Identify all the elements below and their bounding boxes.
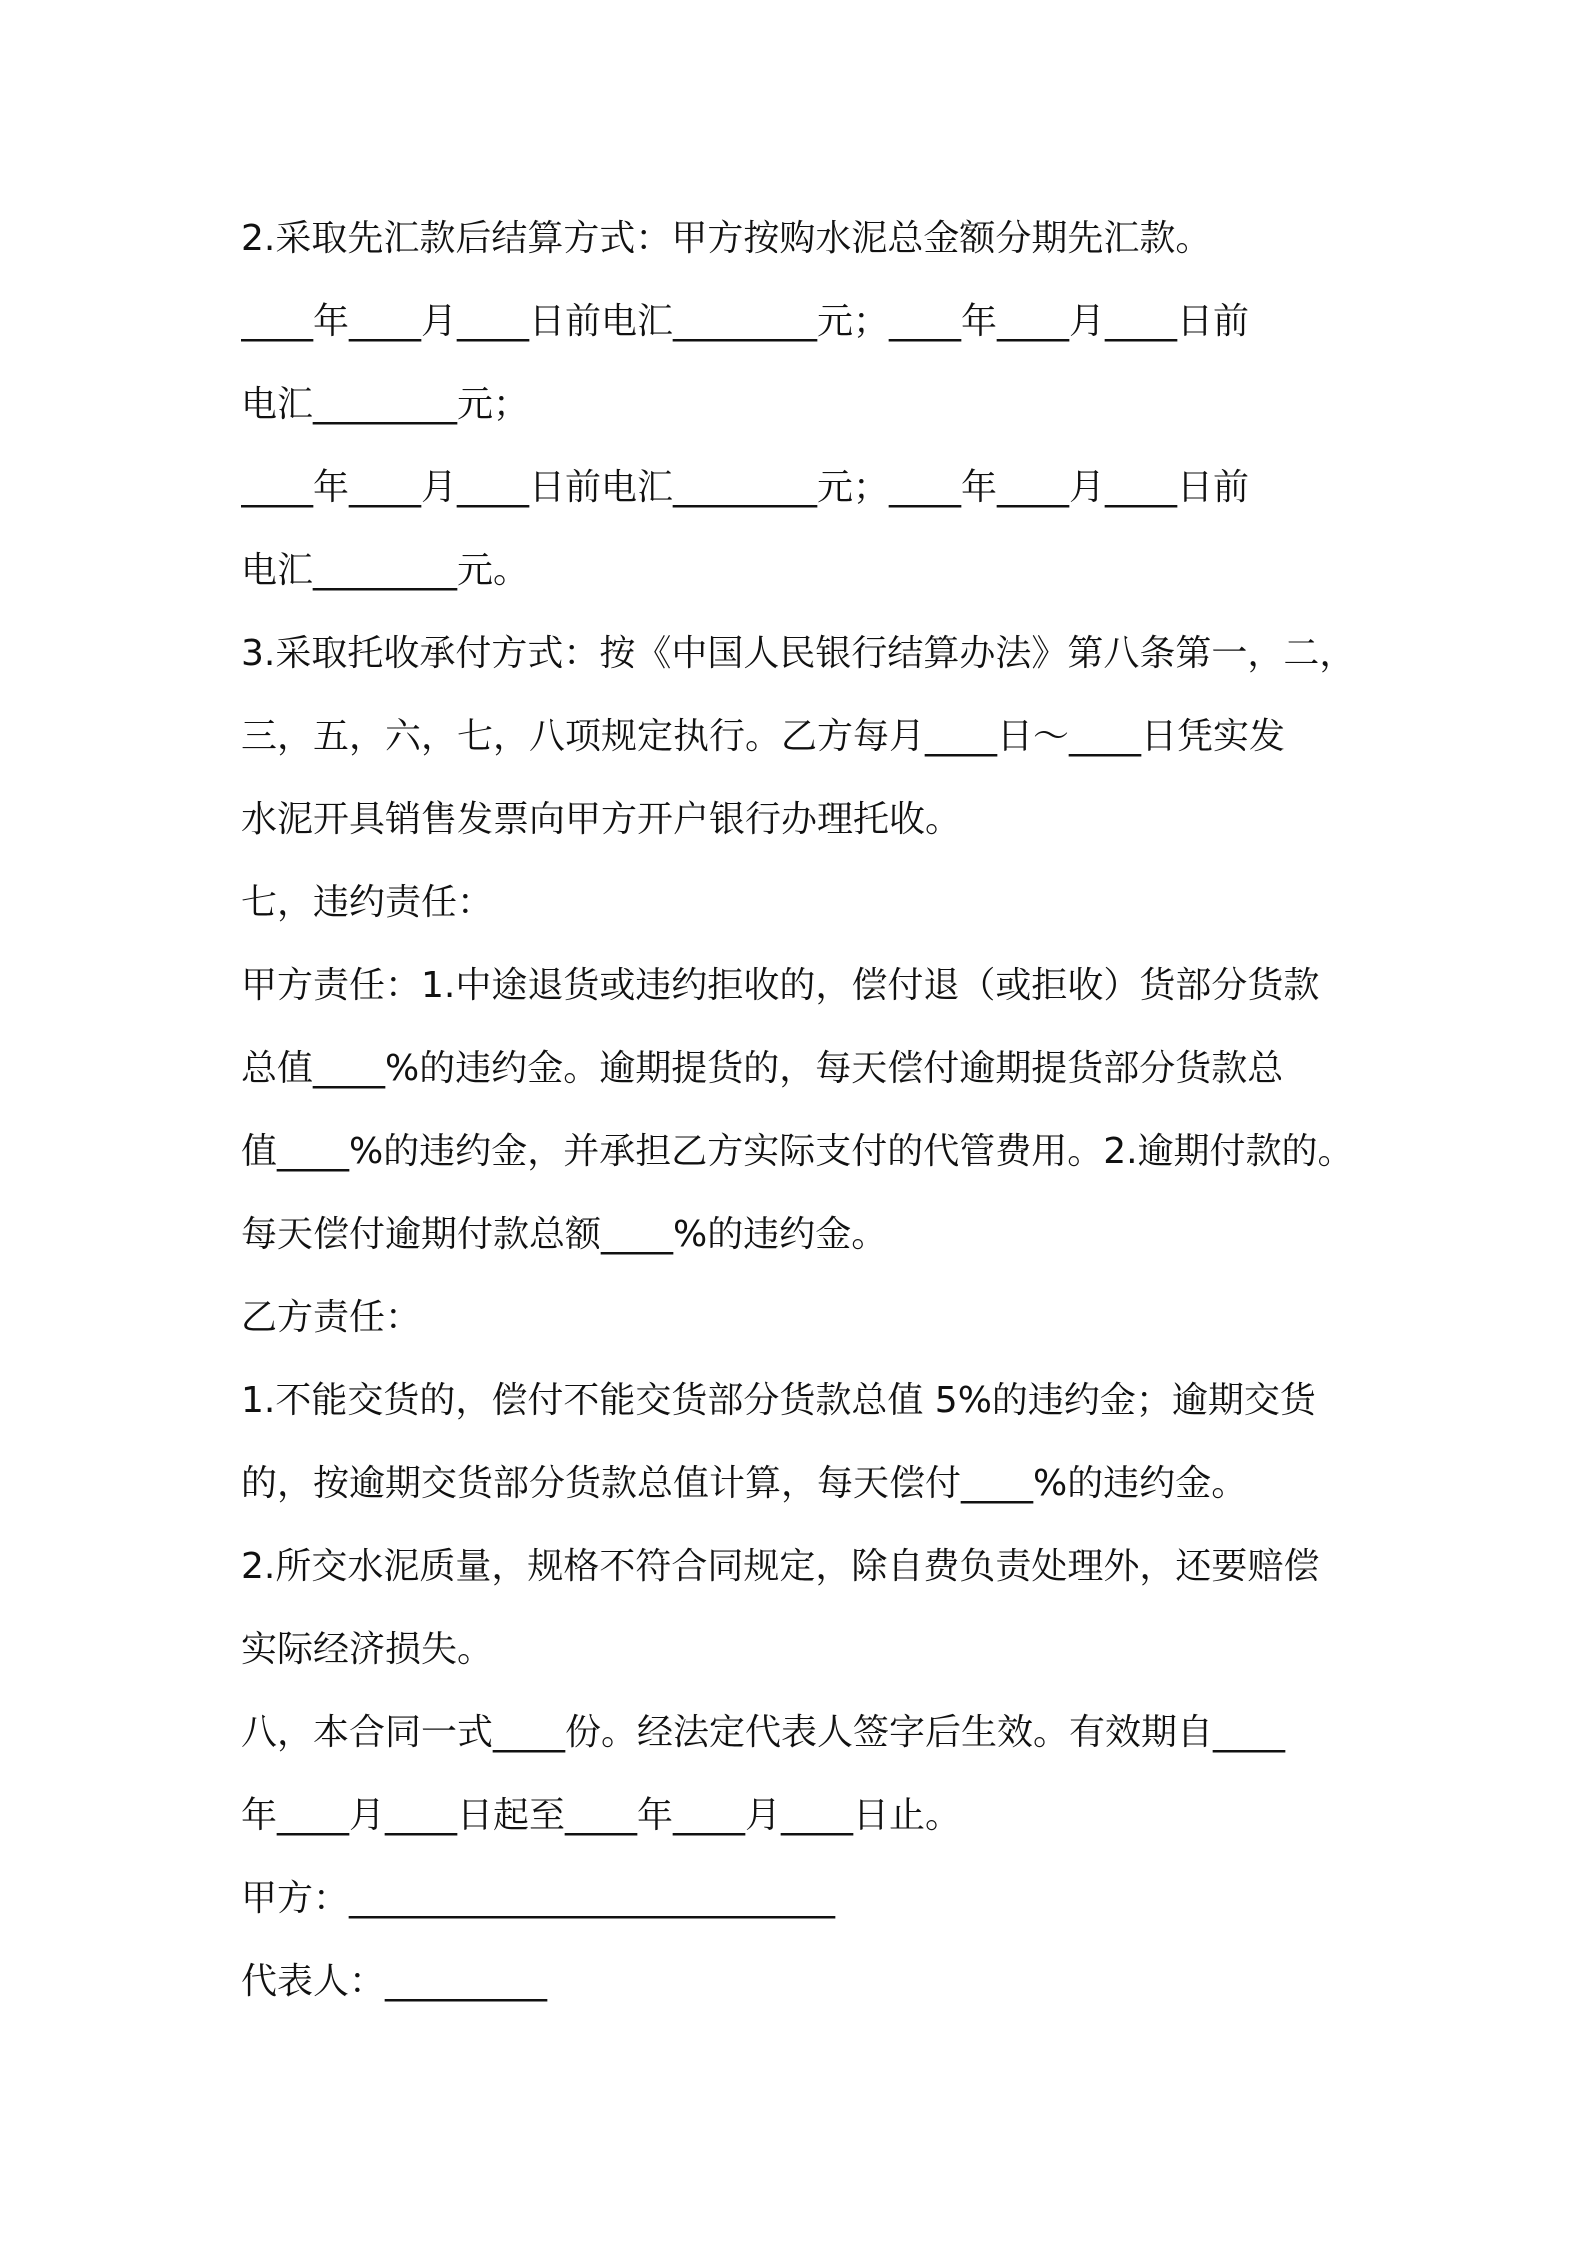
signature-line-party-a: 甲方：___________________________: [241, 1878, 836, 1919]
text-line: 甲方责任：1.中途退货或违约拒收的，偿付退（或拒收）货部分货款: [241, 965, 1320, 1006]
text-line: 年____月____日起至____年____月____日止。: [241, 1795, 962, 1836]
text-line: 三，五，六，七，八项规定执行。乙方每月____日～____日凭实发: [241, 716, 1286, 757]
text-line: 电汇________元；: [241, 384, 530, 425]
text-line: 水泥开具销售发票向甲方开户银行办理托收。: [241, 799, 962, 840]
signature-line-representative: 代表人：_________: [241, 1961, 548, 2002]
text-line: 总值____%的违约金。逾期提货的，每天偿付逾期提货部分货款总: [241, 1048, 1284, 1089]
text-line: ____年____月____日前电汇________元；____年____月____日前: [241, 467, 1250, 508]
text-line: 的，按逾期交货部分货款总值计算，每天偿付____%的违约金。: [241, 1463, 1248, 1504]
text-line: 实际经济损失。: [241, 1629, 494, 1670]
text-line: 值____%的违约金，并承担乙方实际支付的代管费用。2.逾期付款的。: [241, 1131, 1354, 1172]
text-line: 八，本合同一式____份。经法定代表人签字后生效。有效期自____: [241, 1712, 1286, 1753]
section-heading: 七，违约责任：: [241, 882, 494, 923]
text-line: 1.不能交货的，偿付不能交货部分货款总值 5%的违约金；逾期交货: [241, 1380, 1316, 1421]
text-line: 3.采取托收承付方式：按《中国人民银行结算办法》第八条第一，二，: [241, 633, 1356, 674]
text-line: 2.采取先汇款后结算方式：甲方按购水泥总金额分期先汇款。: [241, 218, 1212, 259]
section-heading: 乙方责任：: [241, 1297, 422, 1338]
text-line: 每天偿付逾期付款总额____%的违约金。: [241, 1214, 888, 1255]
document-body: [241, 197, 1356, 2023]
text-line: 2.所交水泥质量，规格不符合同规定，除自费负责处理外，还要赔偿: [241, 1546, 1320, 1587]
text-line: 电汇________元。: [241, 550, 530, 591]
text-line: ____年____月____日前电汇________元；____年____月____日前: [241, 301, 1250, 342]
